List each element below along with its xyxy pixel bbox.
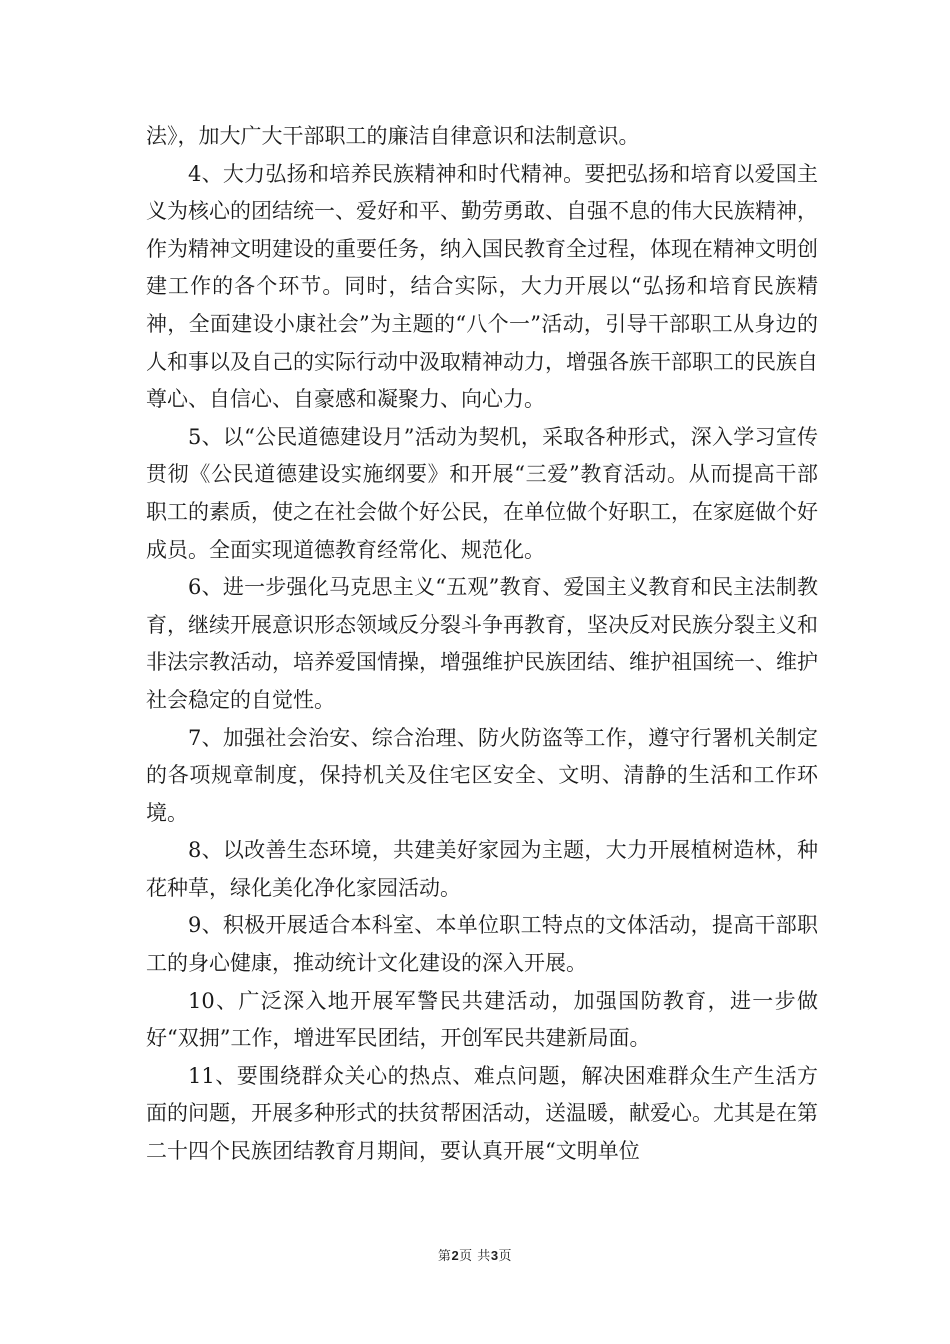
- paragraph-item-11: 11、要围绕群众关心的热点、难点问题，解决困难群众生产生活方面的问题，开展多种形式的扶贫帮困活动，送温暖，献爱心。尤其是在第二十四个民族团结教育月期间，要认真开展“文明单位: [146, 1063, 818, 1164]
- footer-suffix: 页: [498, 1249, 513, 1264]
- paragraph-item-9: 9、积极开展适合本科室、本单位职工特点的文体活动，提高干部职工的身心健康，推动统计文化建设的深入开展。: [146, 913, 818, 976]
- paragraph-item-5: 5、以“公民道德建设月”活动为契机，采取各种形式，深入学习宣传贯彻《公民道德建设实施纲要》和开展“三爱”教育活动。从而提高干部职工的素质，使之在社会做个好公民，在单位做个好职工，在家庭做个好成员。全面实现道德教育经常化、规范化。: [146, 424, 818, 562]
- page-footer: [0, 1245, 950, 1264]
- footer-middle: 页 共: [459, 1249, 491, 1264]
- footer-prefix: 第: [437, 1249, 452, 1264]
- paragraph-item-8: 8、以改善生态环境，共建美好家园为主题，大力开展植树造林，种花种草，绿化美化净化家园活动。: [146, 838, 818, 900]
- document-body: [146, 118, 818, 1171]
- paragraph-item-6: 6、进一步强化马克思主义“五观”教育、爱国主义教育和民主法制教育，继续开展意识形态领域反分裂斗争再教育，坚决反对民族分裂主义和非法宗教活动，培养爱国情操，增强维护民族团结、维护祖国统一、维护社会稳定的自觉性。: [146, 575, 818, 712]
- paragraph-continued: 法》，加大广大干部职工的廉洁自律意识和法制意识。: [146, 124, 640, 148]
- paragraph-item-10: 10、广泛深入地开展军警民共建活动，加强国防教育，进一步做好“双拥”工作，增进军民团结，开创军民共建新局面。: [146, 988, 818, 1051]
- footer-current-page: 2: [451, 1248, 460, 1263]
- paragraph-item-4: 4、大力弘扬和培养民族精神和时代精神。要把弘扬和培育以爱国主义为核心的团结统一、爱好和平、勤劳勇敢、自强不息的伟大民族精神，作为精神文明建设的重要任务，纳入国民教育全过程，体现在精神文明创建工作的各个环节。同时，结合实际，大力开展以“弘扬和培育民族精神，全面建设小康社会”为主题的“八个一”活动，引导干部职工从身边的人和事以及自己的实际行动中汲取精神动力，增强各族干部职工的民族自尊心、自信心、自豪感和凝聚力、向心力。: [146, 161, 818, 412]
- footer-total-pages: 3: [490, 1248, 499, 1263]
- paragraph-item-7: 7、加强社会治安、综合治理、防火防盗等工作，遵守行署机关制定的各项规章制度，保持机关及住宅区安全、文明、清静的生活和工作环境。: [146, 725, 818, 825]
